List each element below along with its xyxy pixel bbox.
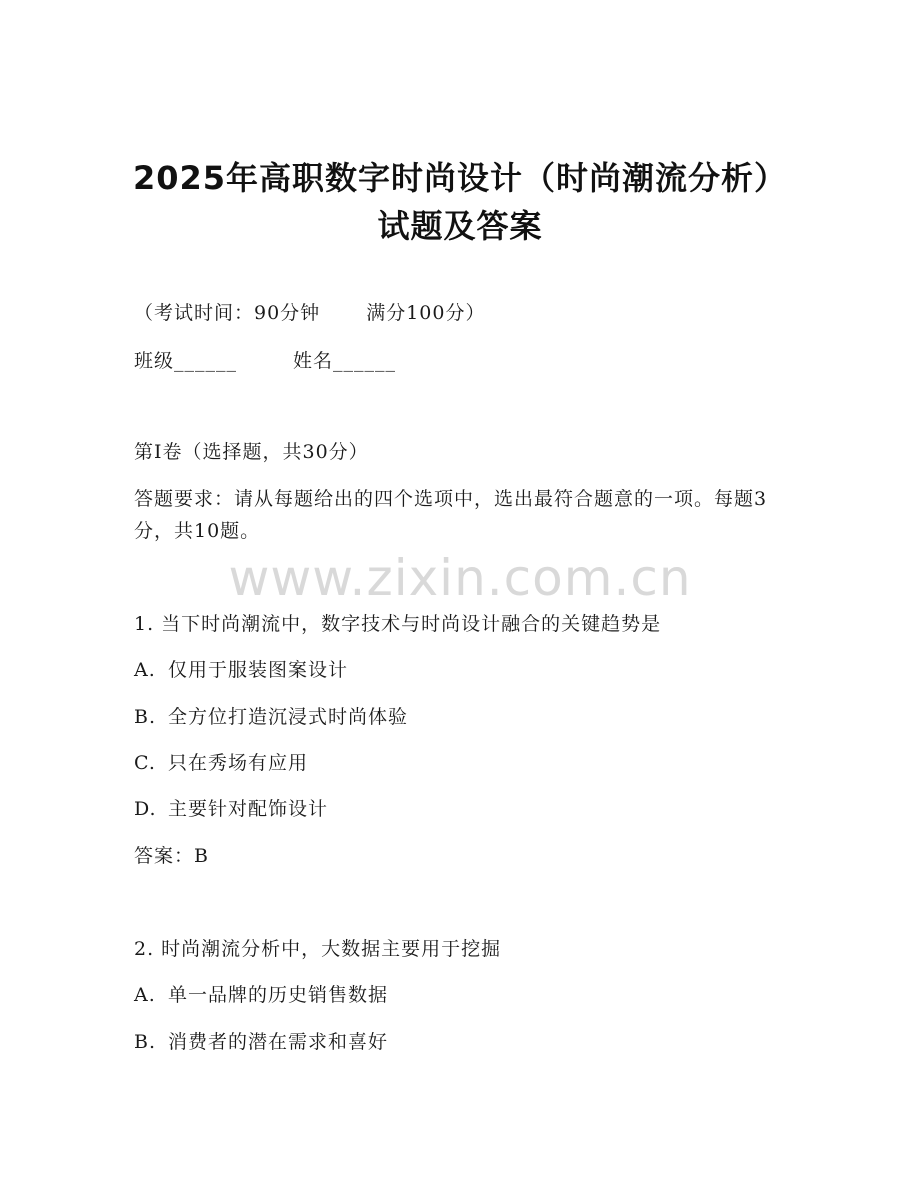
option-text: 消费者的潜在需求和喜好 [168,1031,389,1053]
question-1-stem: 1. 当下时尚潮流中，数字技术与时尚设计融合的关键趋势是 [134,613,662,635]
exam-time: （考试时间：90分钟 [134,302,321,324]
document-title-line-2: 试题及答案 [377,207,543,245]
document-title-line-1: 2025年高职数字时尚设计（时尚潮流分析） [132,159,788,197]
question-1-option-b [134,704,408,730]
option-text: 只在秀场有应用 [168,752,309,774]
option-text: 全方位打造沉浸式时尚体验 [168,706,409,728]
question-1-option-d [134,796,328,822]
option-letter: A. [134,659,156,681]
answer-instructions: 答题要求：请从每题给出的四个选项中，选出最符合题意的一项。每题3分，共10题。 [134,488,768,542]
question-1-option-a [134,657,348,683]
question-2-option-a [134,982,388,1008]
option-text: 仅用于服装图案设计 [168,659,349,681]
question-2-stem: 2. 时尚潮流分析中，大数据主要用于挖掘 [134,938,502,960]
option-letter: B. [134,1031,157,1053]
option-letter: A. [134,984,156,1006]
class-field: 班级______ [134,350,238,372]
option-letter: B. [134,706,157,728]
section-heading: 第I卷（选择题，共30分） [134,441,369,463]
exam-info [134,300,485,326]
question-1-answer: 答案：B [134,845,209,867]
student-info [134,348,396,374]
question-1-option-c [134,750,308,776]
option-letter: C. [134,752,156,774]
exam-total-score: 满分100分） [366,302,486,324]
option-text: 主要针对配饰设计 [168,798,329,820]
name-field: 姓名______ [293,350,397,372]
option-text: 单一品牌的历史销售数据 [168,984,389,1006]
watermark: www.zixin.com.cn [228,549,692,607]
question-2-option-b [134,1029,388,1055]
option-letter: D. [134,798,157,820]
